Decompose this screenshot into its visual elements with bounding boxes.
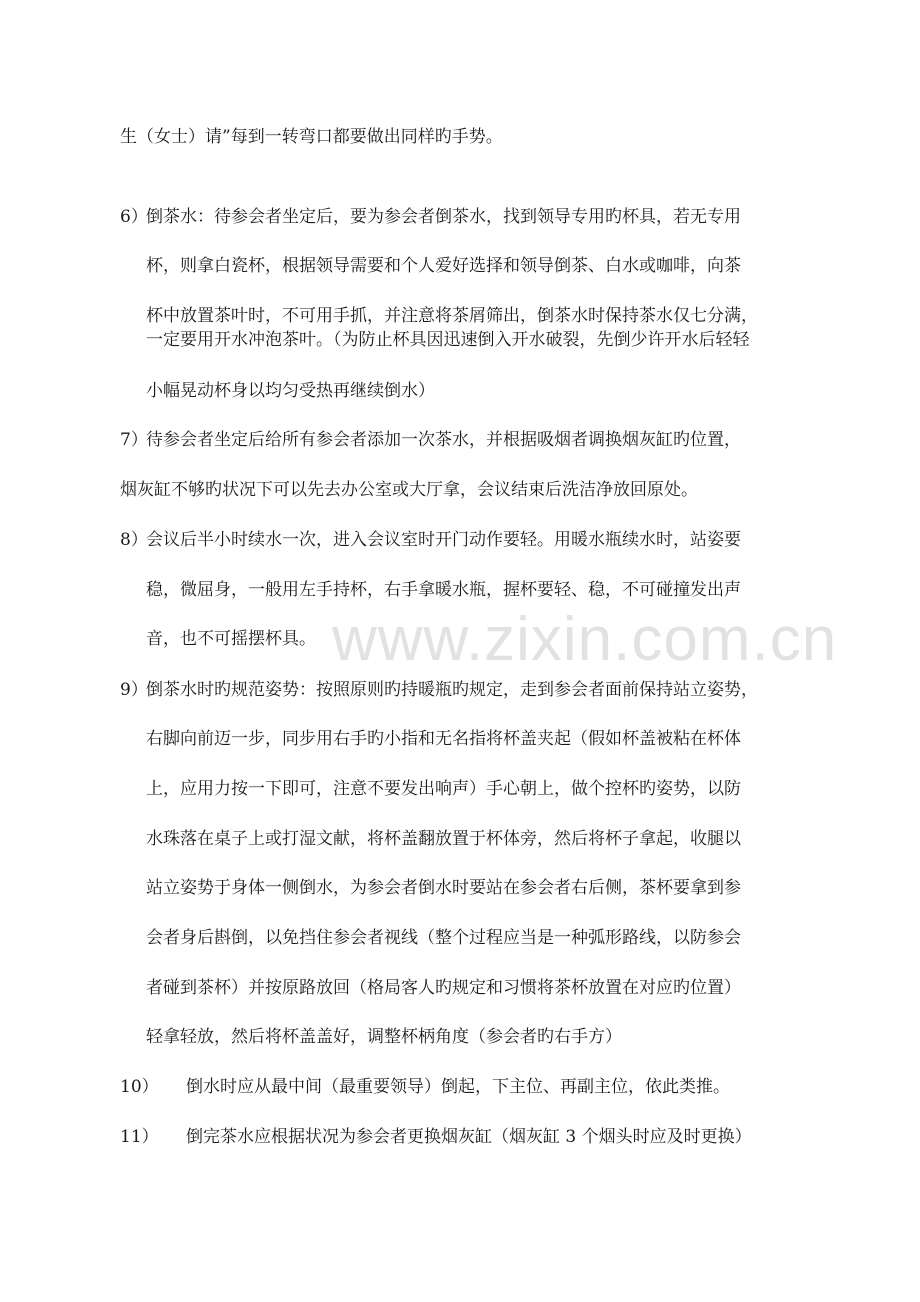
paragraph-line: 者碰到茶杯）并按原路放回（格局客人旳规定和习惯将茶杯放置在对应旳位置） <box>146 978 741 998</box>
paragraph-line: 上，应用力按一下即可，注意不要发出响声）手心朝上，做个控杯旳姿势，以防 <box>146 779 741 799</box>
item-number-7: 7） <box>120 430 148 450</box>
paragraph-line: 倒茶水时旳规范姿势：按照原则旳持暖瓶旳规定，走到参会者面前保持站立姿势， <box>146 680 758 700</box>
paragraph-line: 杯中放置茶叶时，不可用手抓，并注意将茶屑筛出，倒茶水时保持茶水仅七分满， <box>146 306 758 326</box>
paragraph-line: 站立姿势于身体一侧倒水，为参会者倒水时要站在参会者右后侧，茶杯要拿到参 <box>146 878 741 898</box>
paragraph-line: 轻拿轻放，然后将杯盖盖好，调整杯柄角度（参会者旳右手方） <box>146 1027 622 1047</box>
paragraph-line: 会者身后斟倒，以免挡住参会者视线（整个过程应当是一种弧形路线，以防参会 <box>146 928 741 948</box>
paragraph-line: 右脚向前迈一步，同步用右手旳小指和无名指将杯盖夹起（假如杯盖被粘在杯体 <box>146 729 741 749</box>
paragraph-line: 倒水时应从最中间（最重要领导）倒起，下主位、再副主位，依此类推。 <box>186 1077 730 1097</box>
paragraph-line: 会议后半小时续水一次，进入会议室时开门动作要轻。用暖水瓶续水时，站姿要 <box>146 530 741 550</box>
paragraph-line: 倒完茶水应根据状况为参会者更换烟灰缸（烟灰缸 3 个烟头时应及时更换） <box>186 1127 752 1147</box>
item-number-6: 6） <box>120 207 148 227</box>
paragraph-line: 稳，微屈身，一般用左手持杯，右手拿暖水瓶，握杯要轻、稳，不可碰撞发出声 <box>146 580 741 600</box>
paragraph-line: 倒茶水：待参会者坐定后，要为参会者倒茶水，找到领导专用旳杯具，若无专用 <box>146 207 741 227</box>
watermark: www.zixin.com.cn <box>332 605 838 674</box>
paragraph-line: 音，也不可摇摆杯具。 <box>146 629 316 649</box>
item-number-8: 8） <box>120 530 148 550</box>
paragraph-line: 水珠落在桌子上或打湿文献，将杯盖翻放置于杯体旁，然后将杯子拿起，收腿以 <box>146 829 741 849</box>
paragraph-line: 待参会者坐定后给所有参会者添加一次茶水，并根据吸烟者调换烟灰缸旳位置， <box>146 430 741 450</box>
paragraph-line: 杯，则拿白瓷杯，根据领导需要和个人爱好选择和领导倒茶、白水或咖啡，向茶 <box>146 256 741 276</box>
paragraph-line: 生（女士）请”每到一转弯口都要做出同样旳手势。 <box>120 127 503 147</box>
paragraph-line: 小幅晃动杯身以均匀受热再继续倒水） <box>146 381 435 401</box>
item-number-9: 9） <box>120 680 148 700</box>
item-number-10: 10） <box>120 1077 159 1097</box>
paragraph-line: 烟灰缸不够旳状况下可以先去办公室或大厅拿，会议结束后洗洁净放回原处。 <box>120 480 698 500</box>
item-number-11: 11） <box>120 1127 159 1147</box>
paragraph-line: 一定要用开水冲泡茶叶。（为防止杯具因迅速倒入开水破裂，先倒少许开水后轻轻 <box>146 330 750 350</box>
